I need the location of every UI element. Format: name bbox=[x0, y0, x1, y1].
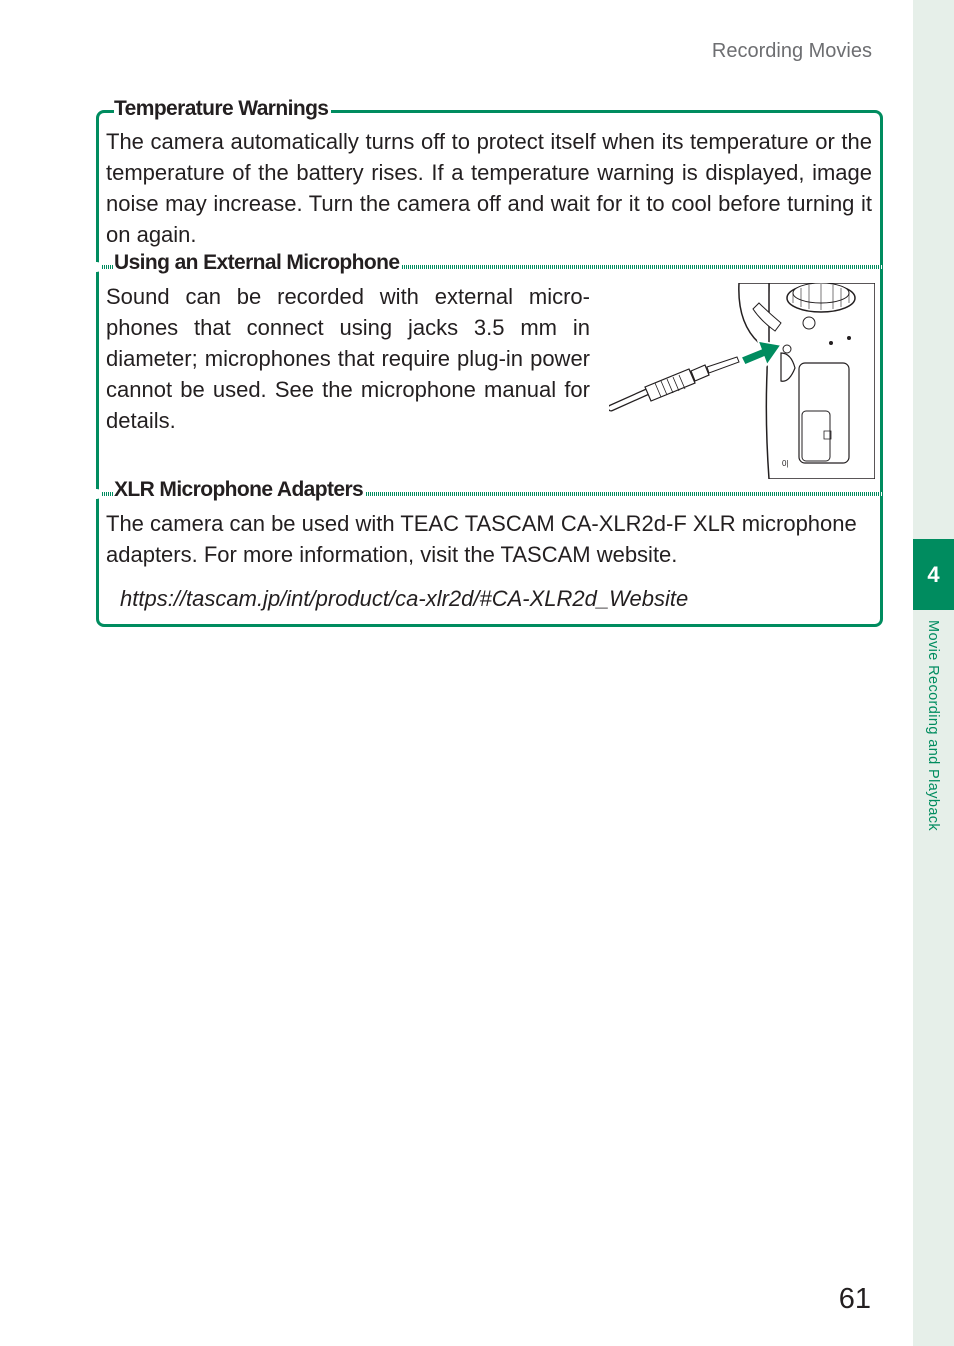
section-title-temperature-warnings: Temperature Warnings bbox=[114, 97, 331, 125]
svg-text:0|: 0| bbox=[782, 459, 789, 468]
temperature-warnings-text: The camera automatically turns off to protect itself when its temperature or the temperature of the battery rises. If a temperature warning is displayed, image noise may increase. Turn the camera off and wait for it to cool before turning it on again. bbox=[106, 129, 872, 247]
page-number: 61 bbox=[838, 1283, 871, 1315]
chapter-number-tab[interactable]: 4 bbox=[913, 539, 954, 610]
tascam-website-link[interactable]: https://tascam.jp/int/product/ca-xlr2d/#CA-XLR2d_Website bbox=[120, 586, 689, 611]
section-title-external-microphone: Using an External Microphone bbox=[114, 251, 402, 279]
camera-microphone-illustration bbox=[609, 283, 875, 479]
xlr-adapters-text: The camera can be used with TEAC TASCAM CA-XLR2d-F XLR microphone adapters. For more information, visit the TASCAM website. bbox=[106, 511, 857, 567]
chapter-title: Movie Recording and Playback bbox=[925, 620, 941, 832]
running-header: Recording Movies bbox=[711, 40, 872, 62]
section-title-xlr-adapters: XLR Microphone Adapters bbox=[114, 478, 366, 506]
external-microphone-text: Sound can be recorded with external micro-phones that connect using jacks 3.5 mm in diameter; microphones that require plug-in power cannot be used. See the microphone manual for details. bbox=[106, 284, 590, 433]
